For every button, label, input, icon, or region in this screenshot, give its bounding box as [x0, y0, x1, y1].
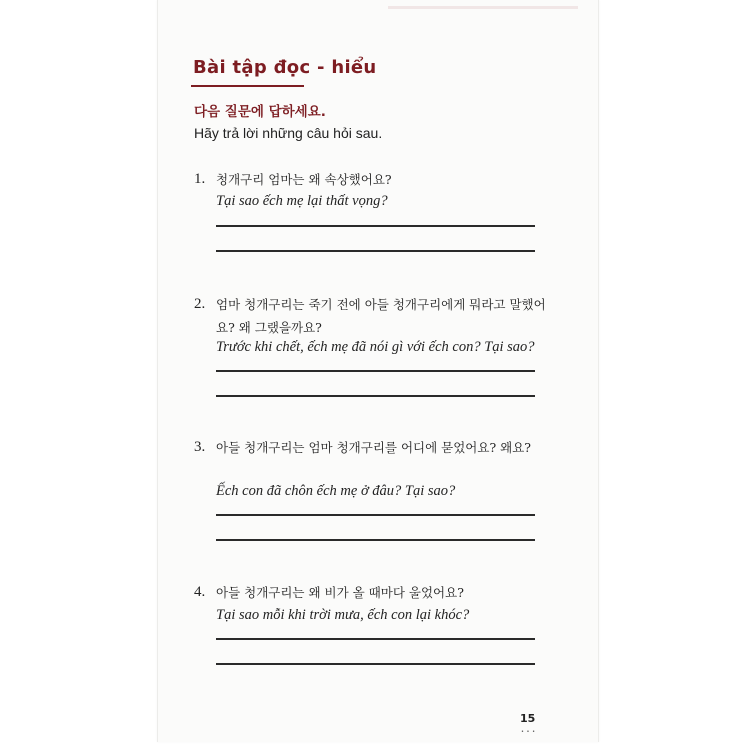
question-korean: 아들 청개구리는 엄마 청개구리를 어디에 묻었어요? 왜요?	[216, 440, 531, 455]
question-korean: 아들 청개구리는 왜 비가 올 때마다 울었어요?	[216, 585, 464, 600]
answer-line[interactable]	[216, 663, 535, 665]
answer-line[interactable]	[216, 638, 535, 640]
question-vietnamese: Tại sao ếch mẹ lại thất vọng?	[216, 193, 388, 209]
question-vietnamese: Trước khi chết, ếch mẹ đã nói gì với ếch con? Tại sao?	[216, 339, 535, 355]
question-vietnamese: Tại sao mỗi khi trời mưa, ếch con lại khóc?	[216, 607, 470, 623]
instruction-vietnamese: Hãy trả lời những câu hỏi sau.	[194, 125, 383, 141]
page-number: 15	[520, 712, 536, 725]
answer-line[interactable]	[216, 539, 535, 541]
question-vietnamese: Ếch con đã chôn ếch mẹ ở đâu? Tại sao?	[216, 483, 456, 499]
instruction-korean: 다음 질문에 답하세요.	[194, 104, 326, 120]
section-title: Bài tập đọc - hiểu	[193, 57, 377, 78]
question-number: 4.	[194, 584, 206, 600]
section-title-underline	[191, 85, 304, 87]
question-korean: 엄마 청개구리는 죽기 전에 아들 청개구리에게 뭐라고 말했어요? 왜 그랬을까요?	[216, 297, 546, 335]
answer-line[interactable]	[216, 370, 535, 372]
answer-line[interactable]	[216, 225, 535, 227]
book-page	[157, 0, 599, 742]
question-number: 2.	[194, 296, 206, 312]
question-number: 3.	[194, 439, 206, 455]
answer-line[interactable]	[216, 250, 535, 252]
page-number-dots: • • •	[521, 729, 536, 735]
question-korean: 청개구리 엄마는 왜 속상했어요?	[216, 172, 392, 187]
answer-line[interactable]	[216, 514, 535, 516]
question-number: 1.	[194, 171, 206, 187]
top-decoration	[388, 6, 578, 9]
answer-line[interactable]	[216, 395, 535, 397]
